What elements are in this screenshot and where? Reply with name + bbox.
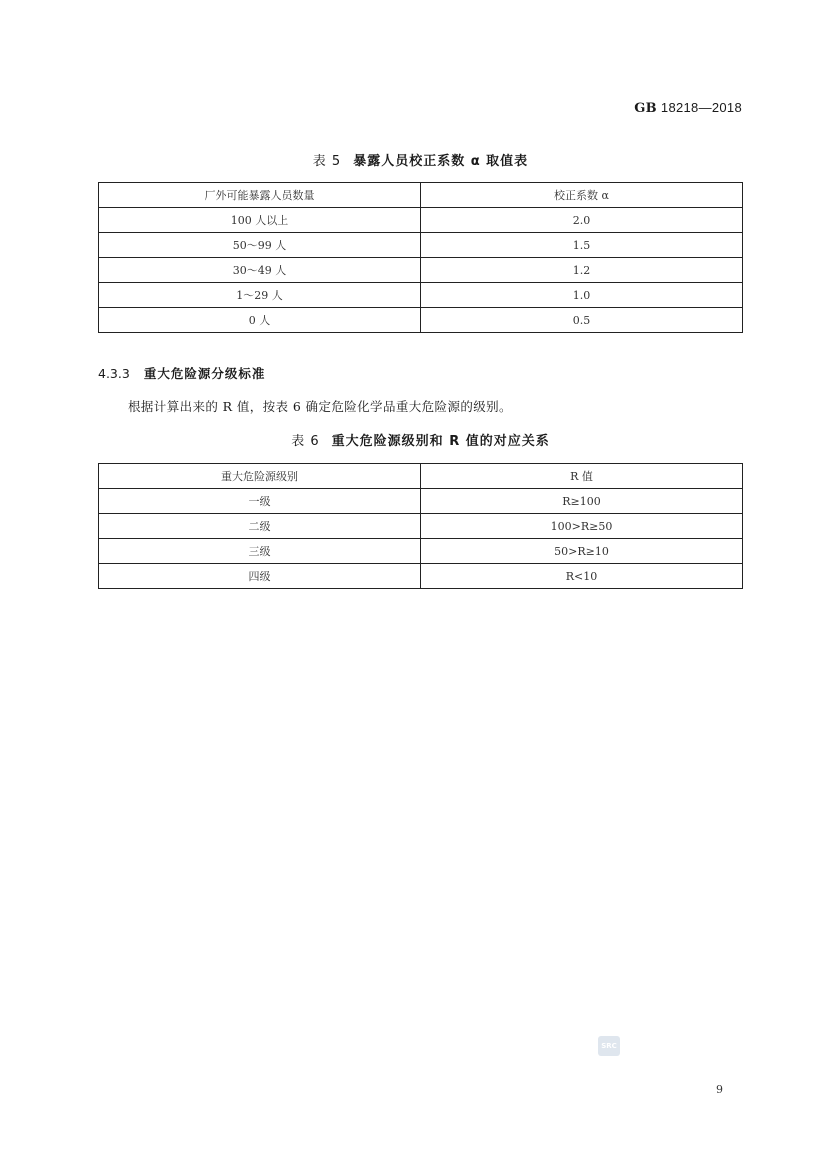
body-paragraph: 根据计算出来的 R 值，按表 6 确定危险化学品重大危险源的级别。: [128, 399, 512, 414]
table-header-row: [99, 183, 743, 208]
table-cell: 一级: [99, 489, 421, 514]
table-cell: 1.2: [421, 258, 743, 283]
column-header: 重大危险源级别: [99, 464, 421, 489]
column-header: R 值: [421, 464, 743, 489]
table-row: [99, 564, 743, 589]
standard-number: 18218—2018: [660, 100, 742, 115]
table5: [98, 182, 743, 333]
standard-code: [634, 100, 742, 116]
column-header: 厂外可能暴露人员数量: [99, 183, 421, 208]
table-cell: 三级: [99, 539, 421, 564]
table-cell: 50～99 人: [99, 233, 421, 258]
table-cell: 100 人以上: [99, 208, 421, 233]
table-cell: 0.5: [421, 308, 743, 333]
table-row: [99, 233, 743, 258]
table6-label: 表 6: [291, 434, 320, 449]
table-row: [99, 514, 743, 539]
table-cell: 1～29 人: [99, 283, 421, 308]
clause-title: 重大危险源分级标准: [143, 366, 266, 381]
clause-heading: [98, 364, 265, 382]
table-cell: 四级: [99, 564, 421, 589]
table-cell: R<10: [421, 564, 743, 589]
table-header-row: [99, 464, 743, 489]
column-header: 校正系数 α: [421, 183, 743, 208]
table-cell: 50>R≥10: [421, 539, 743, 564]
table5-title: 暴露人员校正系数 α 取值表: [353, 154, 529, 169]
table-row: [99, 308, 743, 333]
table-row: [99, 489, 743, 514]
table6: [98, 463, 743, 589]
table5-label: 表 5: [312, 154, 342, 169]
table-cell: 2.0: [421, 208, 743, 233]
table5-caption: [98, 150, 743, 169]
table-cell: 二级: [99, 514, 421, 539]
table-cell: 0 人: [99, 308, 421, 333]
table-cell: 1.5: [421, 233, 743, 258]
table6-caption: [98, 430, 743, 449]
table-row: [99, 283, 743, 308]
table-cell: 30～49 人: [99, 258, 421, 283]
standard-prefix: GB: [634, 101, 657, 116]
table6-title: 重大危险源级别和 R 值的对应关系: [331, 434, 550, 449]
table-row: [99, 208, 743, 233]
table-cell: R≥100: [421, 489, 743, 514]
page-number: 9: [716, 1083, 723, 1096]
table-cell: 1.0: [421, 283, 743, 308]
clause-number: 4.3.3: [98, 366, 130, 381]
table-row: [99, 258, 743, 283]
table-row: [99, 539, 743, 564]
table-cell: 100>R≥50: [421, 514, 743, 539]
watermark-logo: SRC: [598, 1036, 620, 1056]
